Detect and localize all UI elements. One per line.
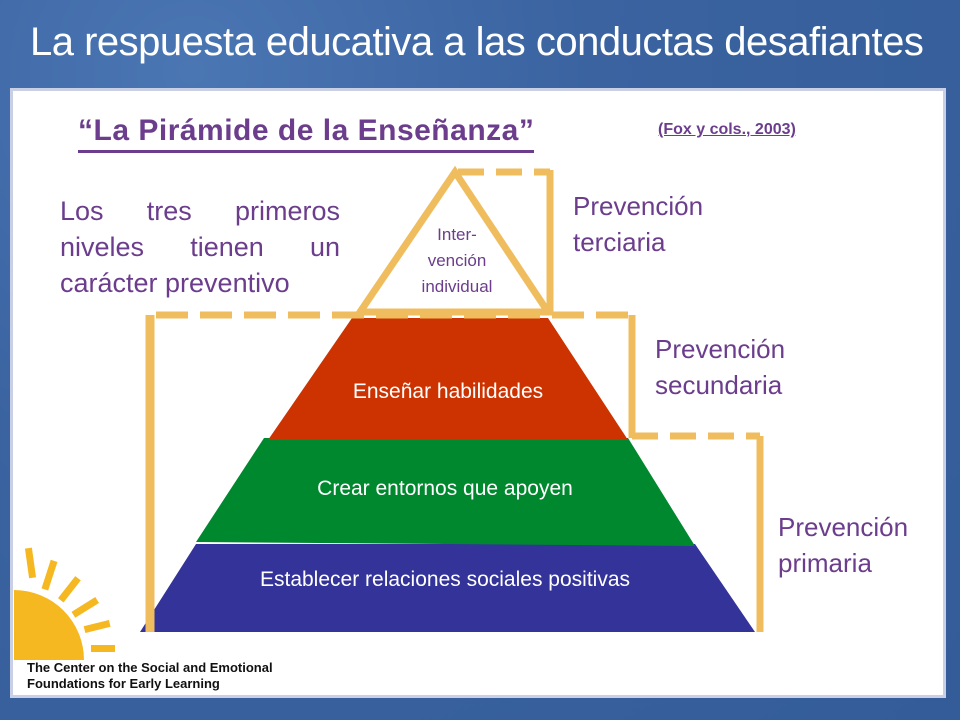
pyramid-tier-second: [268, 318, 628, 440]
level-label-tertiary-line2: terciaria: [573, 227, 666, 257]
level-label-secondary-line2: secundaria: [655, 370, 783, 400]
tier-label-top-line3: individual: [421, 277, 493, 296]
level-label-secondary: [655, 331, 785, 403]
logo-text: [27, 660, 273, 692]
tier-label-third: Crear entornos que apoyen: [317, 477, 573, 500]
citation: (Fox y cols., 2003): [658, 121, 796, 138]
pyramid-title: “La Pirámide de la Enseñanza”: [78, 112, 534, 153]
level-label-tertiary-line1: Prevención: [573, 191, 704, 221]
tier-label-top-line2: vención: [427, 251, 487, 270]
level-label-primary-line1: Prevención: [778, 512, 909, 542]
logo-text-line2: Foundations for Early Learning: [27, 676, 220, 691]
preventive-note: Los tres primeros niveles tienen un carácter preventivo: [60, 196, 340, 298]
slide-title: La respuesta educativa a las conductas desafiantes: [30, 20, 924, 64]
level-label-primary: [778, 509, 908, 581]
level-label-secondary-line1: Prevención: [655, 334, 786, 364]
tier-label-top: [402, 222, 512, 300]
tier-label-second: Enseñar habilidades: [352, 380, 544, 403]
level-label-tertiary: [573, 188, 703, 260]
tier-label-base: Establecer relaciones sociales positivas: [259, 568, 630, 591]
logo-text-line1: The Center on the Social and Emotional: [27, 660, 273, 675]
tier-label-top-line1: Inter-: [437, 225, 477, 244]
sun-logo-icon: [14, 548, 115, 660]
level-label-primary-line2: primaria: [778, 548, 872, 578]
